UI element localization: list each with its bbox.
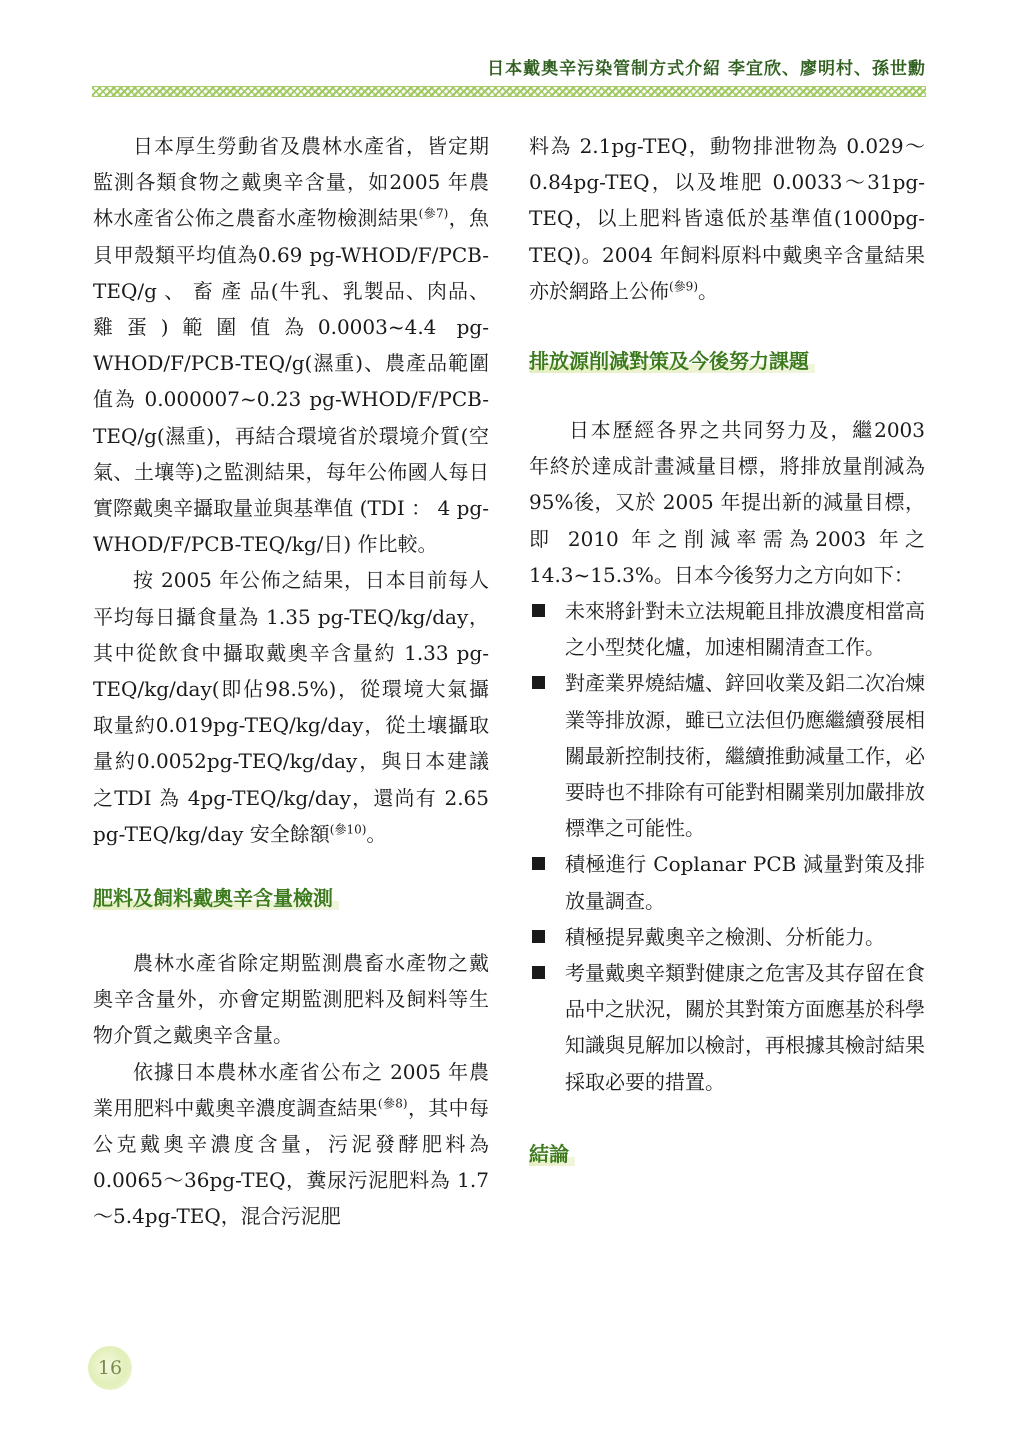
paragraph-fertilizer-continued: 料為 2.1pg-TEQ，動物排泄物為 0.029～0.84pg-TEQ，以及堆肥 0.0033～31pg-TEQ，以上肥料皆遠低於基準值(1000pg-TEQ)。2004 年飼料原料中戴奧辛含量結果亦於網路上公佈$^{(參9)}$。	[529, 134, 925, 303]
right-column	[529, 128, 925, 1167]
running-title: 日本戴奧辛污染管制方式介紹 李宜欣、廖明村、孫世勳	[487, 59, 926, 79]
reference-9: (參9)	[669, 279, 698, 294]
list-item: 考量戴奧辛類對健康之危害及其存留在食品中之狀況，關於其對策方面應基於科學知識與見解加以檢討，再根據其檢討結果採取必要的措置。	[529, 955, 925, 1100]
list-item: 對產業界燒結爐、鋅回收業及鋁二次冶煉業等排放源，雖已立法但仍應繼續發展相關最新控制技術，繼續推動減量工作，必要時也不排除有可能對相關業別加嚴排放標準之可能性。	[529, 665, 925, 846]
left-column	[93, 128, 489, 1235]
future-directions-list	[529, 593, 925, 1100]
reference-10: (參10)	[329, 822, 367, 837]
square-bullet-icon	[532, 676, 545, 689]
header-decorative-rule	[92, 86, 926, 97]
paragraph-fertilizer-monitoring: 農林水產省除定期監測農畜水產物之戴奧辛含量外，亦會定期監測肥料及飼料等生物介質之戴奧辛含量。	[93, 951, 489, 1048]
list-item: 積極進行 Coplanar PCB 減量對策及排放量調查。	[529, 846, 925, 918]
reference-7: (參7)	[418, 206, 449, 221]
paragraph-reduction-targets: 日本歷經各界之共同努力及，繼2003 年終於達成計畫減量目標，將排放量削減為 95%後，又於 2005 年提出新的減量目標，即 2010 年之削減率需為2003 年之 14.3~15.3%。日本今後努力之方向如下：	[529, 418, 925, 587]
paragraph-food-monitoring: 日本厚生勞動省及農林水產省，皆定期監測各類食物之戴奧辛含量，如2005 年農林水產省公佈之農畜水產物檢測結果$^{(參7)}$，魚貝甲殼類平均值為0.69 pg-WHOD/F/PCB-TEQ/g 、 畜 產 品(牛乳、乳製品、肉品、雞蛋)範圍值為0.0003~4.4 pg-WHOD/F/PCB-TEQ/g(濕重)、農產品範圍值為 0.000007~0.23 pg-WHOD/F/PCB-TEQ/g(濕重)，再結合環境省於環境介質(空氣、土壤等)之監測結果，每年公佈國人每日實際戴奧辛攝取量並與基準值 (TDI ： 4 pg-WHOD/F/PCB-TEQ/kg/日) 作比較。	[93, 134, 490, 557]
section-heading-reduction: 排放源削減對策及今後努力課題	[529, 345, 815, 374]
page-number-badge: 16	[88, 1346, 132, 1390]
reference-8: (參8)	[377, 1096, 408, 1111]
square-bullet-icon	[532, 966, 545, 979]
square-bullet-icon	[532, 930, 545, 943]
list-item: 未來將針對未立法規範且排放濃度相當高之小型焚化爐，加速相關清查工作。	[529, 593, 925, 665]
section-heading-fertilizer: 肥料及飼料戴奧辛含量檢測	[93, 882, 339, 911]
list-item: 積極提昇戴奧辛之檢測、分析能力。	[529, 919, 925, 955]
paragraph-intake-results: 按 2005 年公佈之結果，日本目前每人平均每日攝食量為 1.35 pg-TEQ/kg/day，其中從飲食中攝取戴奧辛含量約 1.33 pg-TEQ/kg/day(即佔98.5%)，從環境大氣攝取量約0.019pg-TEQ/kg/day，從土壤攝取量約0.0052pg-TEQ/kg/day，與日本建議之TDI 為 4pg-TEQ/kg/day，還尚有 2.65 pg-TEQ/kg/day 安全餘額$^{(參10)}$。	[93, 568, 489, 846]
paragraph-fertilizer-survey: 依據日本農林水產省公布之 2005 年農業用肥料中戴奧辛濃度調查結果$^{(參8)}$，其中每公克戴奧辛濃度含量，污泥發酵肥料為 0.0065～36pg-TEQ，糞尿污泥肥料為 1.7～5.4pg-TEQ，混合污泥肥	[93, 1059, 490, 1229]
square-bullet-icon	[532, 604, 545, 617]
square-bullet-icon	[532, 857, 545, 870]
section-heading-conclusion: 結論	[529, 1138, 575, 1167]
